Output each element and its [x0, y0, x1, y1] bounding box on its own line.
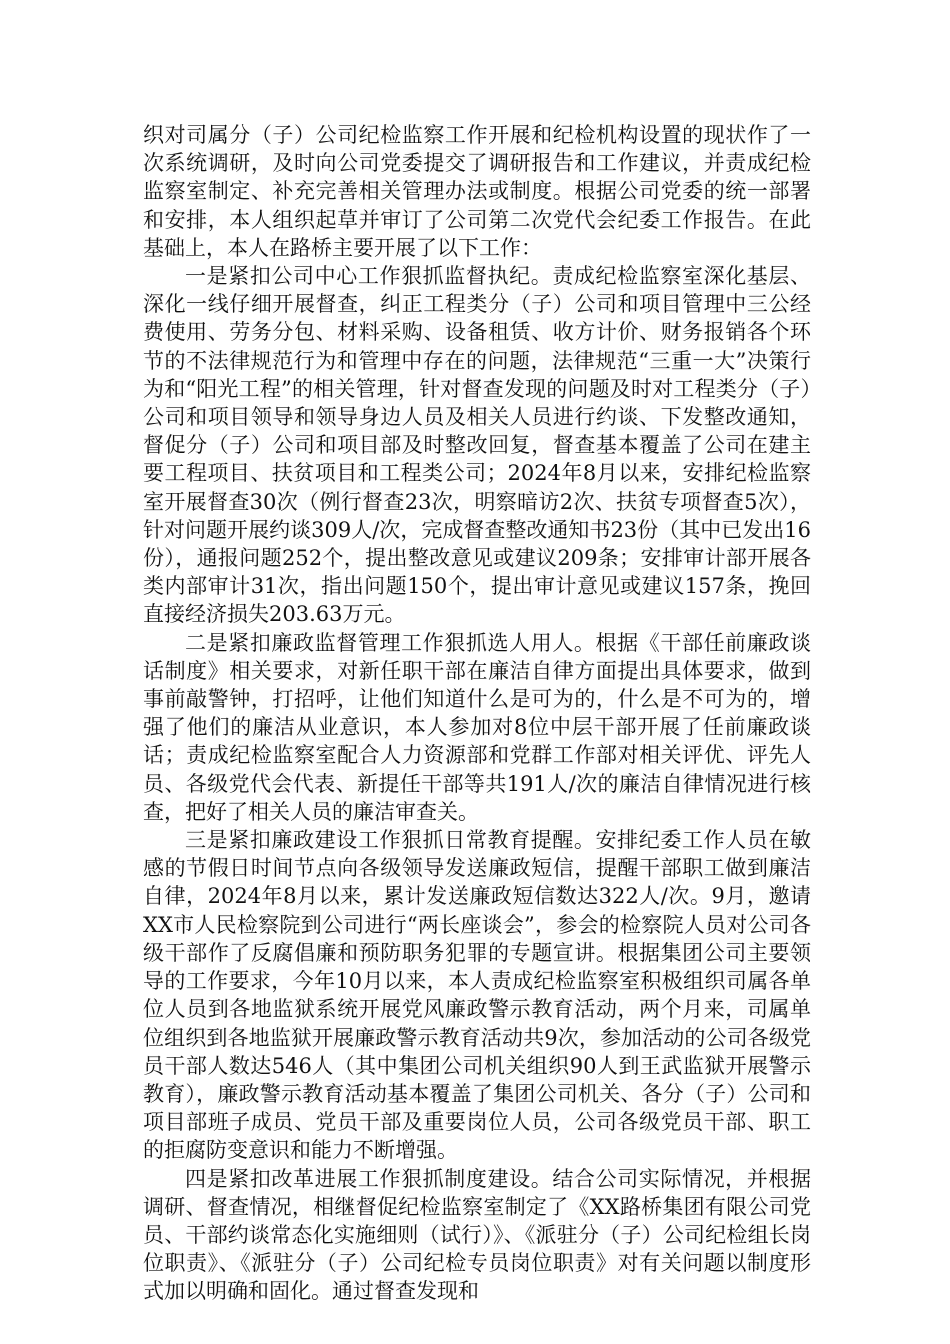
paragraph-point-4: 四是紧扣改革进展工作狠抓制度建设。结合公司实际情况，并根据调研、督查情况，相继督促纪检监察室制定了《XX路桥集团有限公司党员、干部约谈常态化实施细则（试行）》、《派驻分（子）公司纪检组长岗位职责》、《派驻分（子）公司纪检专员岗位职责》对有关问题以制度形式加以明确和固化。通过督查发现和	[143, 1166, 811, 1304]
paragraph-point-1: 一是紧扣公司中心工作狠抓监督执纪。责成纪检监察室深化基层、深化一线仔细开展督查，纠正工程类分（子）公司和项目管理中三公经费使用、劳务分包、材料采购、设备租赁、收方计价、财务报销各个环节的不法律规范行为和管理中存在的问题，法律规范“三重一大”决策行为和“阳光工程”的相关管理，针对督查发现的问题及时对工程类分（子）公司和项目领导和领导身边人员及相关人员进行约谈、下发整改通知，督促分（子）公司和项目部及时整改回复，督查基本覆盖了公司在建主要工程项目、扶贫项目和工程类公司；2024年8月以来，安排纪检监察室开展督查30次（例行督查23次，明察暗访2次、扶贫专项督查5次），针对问题开展约谈309人/次，完成督查整改通知书23份（其中已发出16份），通报问题252个，提出整改意见或建议209条；安排审计部开展各类内部审计31次，指出问题150个，提出审计意见或建议157条，挽回直接经济损失203.63万元。	[143, 264, 811, 627]
document-body	[143, 121, 811, 1306]
paragraph-intro: 织对司属分（子）公司纪检监察工作开展和纪检机构设置的现状作了一次系统调研，及时向公司党委提交了调研报告和工作建议，并责成纪检监察室制定、补充完善相关管理办法或制度。根据公司党委的统一部署和安排，本人组织起草并审订了公司第二次党代会纪委工作报告。在此基础上，本人在路桥主要开展了以下工作：	[143, 123, 811, 260]
paragraph-point-3: 三是紧扣廉政建设工作狠抓日常教育提醒。安排纪委工作人员在敏感的节假日时间节点向各级领导发送廉政短信，提醒干部职工做到廉洁自律，2024年8月以来，累计发送廉政短信数达322人/次。9月，邀请XX市人民检察院到公司进行“两长座谈会”，参会的检察院人员对公司各级干部作了反腐倡廉和预防职务犯罪的专题宣讲。根据集团公司主要领导的工作要求，今年10月以来，本人责成纪检监察室积极组织司属各单位人员到各地监狱系统开展党风廉政警示教育活动，两个月来，司属单位组织到各地监狱开展廉政警示教育活动共9次，参加活动的公司各级党员干部人数达546人（其中集团公司机关组织90人到王武监狱开展警示教育），廉政警示教育活动基本覆盖了集团公司机关、各分（子）公司和项目部班子成员、党员干部及重要岗位人员，公司各级党员干部、职工的拒腐防变意识和能力不断增强。	[143, 828, 811, 1163]
paragraph-point-2: 二是紧扣廉政监督管理工作狠抓选人用人。根据《干部任前廉政谈话制度》相关要求，对新任职干部在廉洁自律方面提出具体要求，做到事前敲警钟，打招呼，让他们知道什么是可为的，什么是不可为的，增强了他们的廉洁从业意识，本人参加对8位中层干部开展了任前廉政谈话；责成纪检监察室配合人力资源部和党群工作部对相关评优、评先人员、各级党代会代表、新提任干部等共191人/次的廉洁自律情况进行核查，把好了相关人员的廉洁审查关。	[143, 630, 811, 824]
